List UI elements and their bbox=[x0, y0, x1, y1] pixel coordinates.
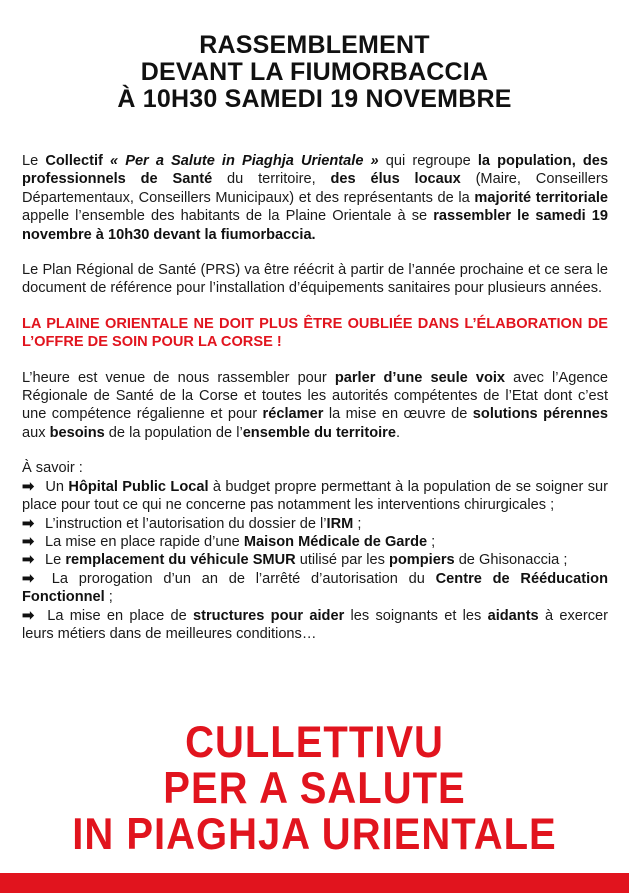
list-item bbox=[22, 478, 608, 515]
item-bold: pompiers bbox=[388, 552, 455, 569]
item-bold: structures pour aider bbox=[193, 607, 345, 624]
heure-t2: parler d’une seule voix bbox=[334, 369, 506, 386]
heure-t6: solutions pérennes bbox=[472, 406, 608, 423]
heure-paragraph bbox=[22, 369, 608, 443]
footer-line-2: PER A SALUTE bbox=[163, 763, 466, 813]
item-text: à exercer leurs métiers dans de meilleures conditions… bbox=[22, 607, 608, 642]
item-bold: Centre de Rééducation Fonctionnel bbox=[22, 570, 608, 606]
alert-paragraph: LA PLAINE ORIENTALE NE DOIT PLUS ÊTRE OUBLIÉE DANS L’ÉLABORATION DE L’OFFRE DE SOIN POUR LA CORSE ! bbox=[22, 315, 608, 351]
list-item bbox=[22, 515, 608, 533]
arrow-right-icon: ➡ bbox=[22, 552, 35, 569]
list-heading: À savoir : bbox=[22, 460, 83, 477]
item-bold: Hôpital Public Local bbox=[68, 478, 209, 495]
item-text: utilisé par les bbox=[295, 552, 389, 569]
bottom-red-bar bbox=[0, 873, 629, 893]
intro-collective-name: « Per a Salute in Piaghja Urientale » bbox=[110, 153, 379, 169]
item-bold: aidants bbox=[487, 607, 539, 624]
demands-list bbox=[22, 459, 608, 643]
title-line-2: DEVANT LA FIUMORBACCIA bbox=[140, 58, 489, 86]
item-text: ; bbox=[427, 533, 436, 550]
prs-paragraph: Le Plan Régional de Santé (PRS) va être réécrit à partir de l’année prochaine et ce sera le document de référence pour l’installation d’équipements sanitaires pour plusieurs années. bbox=[22, 262, 608, 297]
intro-t7: des élus locaux bbox=[330, 171, 461, 188]
intro-t8: (Maire, Conseillers Départementaux, Conseillers Municipaux) et des représentants de la bbox=[22, 171, 608, 206]
arrow-right-icon: ➡ bbox=[22, 607, 35, 624]
item-text: La mise en place rapide d’une bbox=[41, 533, 244, 550]
heure-t5: la mise en œuvre de bbox=[323, 406, 473, 423]
footer-line-3: IN PIAGHJA URIENTALE bbox=[72, 809, 557, 859]
item-text: de Ghisonaccia ; bbox=[454, 552, 568, 569]
intro-t1: Le bbox=[22, 153, 46, 169]
heure-t9: de la population de l’ bbox=[104, 424, 243, 441]
heure-t11: . bbox=[395, 424, 401, 441]
item-text: ; bbox=[104, 589, 113, 606]
item-bold: Maison Médicale de Garde bbox=[243, 533, 428, 550]
list-item bbox=[22, 533, 608, 551]
heure-t1: L’heure est venue de nous rassembler pour bbox=[22, 369, 335, 386]
arrow-right-icon: ➡ bbox=[22, 478, 35, 495]
intro-t4: qui regroupe bbox=[378, 153, 478, 169]
item-bold: remplacement du véhicule SMUR bbox=[65, 552, 296, 569]
event-title bbox=[0, 32, 629, 113]
heure-t3: avec l’Agence Régionale de Santé de la Corse et toutes les autorités compétentes de l’Etat dont c’est une compétence régalienne et pour bbox=[22, 369, 608, 423]
arrow-right-icon: ➡ bbox=[22, 515, 35, 532]
flyer-body bbox=[22, 152, 608, 643]
item-text: La prorogation d’un an de l’arrêté d’autorisation du bbox=[41, 570, 436, 587]
title-line-3: À 10H30 SAMEDI 19 NOVEMBRE bbox=[117, 85, 512, 113]
intro-t2: Collectif bbox=[45, 153, 110, 169]
intro-t11: rassembler le samedi 19 novembre à 10h30 devant la fiumorbaccia. bbox=[22, 208, 608, 243]
list-item bbox=[22, 570, 608, 607]
item-text: Un bbox=[41, 478, 69, 495]
heure-t4: réclamer bbox=[262, 406, 324, 423]
item-text: L’instruction et l’autorisation du dossier de l’ bbox=[41, 515, 327, 532]
title-line-1: RASSEMBLEMENT bbox=[199, 31, 430, 59]
intro-t9: majorité territoriale bbox=[474, 189, 608, 206]
intro-t6: du territoire, bbox=[212, 171, 331, 188]
heure-t8: besoins bbox=[49, 424, 105, 441]
item-text: ; bbox=[353, 515, 362, 532]
footer-line-1: CULLETTIVU bbox=[185, 717, 444, 768]
list-item bbox=[22, 551, 608, 569]
heure-t7: aux bbox=[22, 424, 50, 441]
item-bold: IRM bbox=[326, 515, 354, 532]
item-text: à budget propre permettant à la population de se soigner sur place pour tout ce qui ne concerne pas notamment les interventions chirurgicales ; bbox=[22, 478, 609, 514]
heure-t10: ensemble du territoire bbox=[242, 424, 396, 441]
arrow-right-icon: ➡ bbox=[22, 570, 35, 587]
arrow-right-icon: ➡ bbox=[22, 533, 35, 550]
list-item bbox=[22, 607, 608, 644]
intro-t5: la population, des professionnels de Santé bbox=[22, 153, 608, 188]
item-text: La mise en place de bbox=[41, 607, 194, 624]
collective-signature bbox=[0, 717, 629, 859]
item-text: les soignants et les bbox=[344, 607, 488, 624]
intro-t10: appelle l’ensemble des habitants de la Plaine Orientale à se bbox=[22, 208, 434, 225]
intro-paragraph bbox=[22, 152, 608, 244]
item-text: Le bbox=[41, 552, 66, 569]
